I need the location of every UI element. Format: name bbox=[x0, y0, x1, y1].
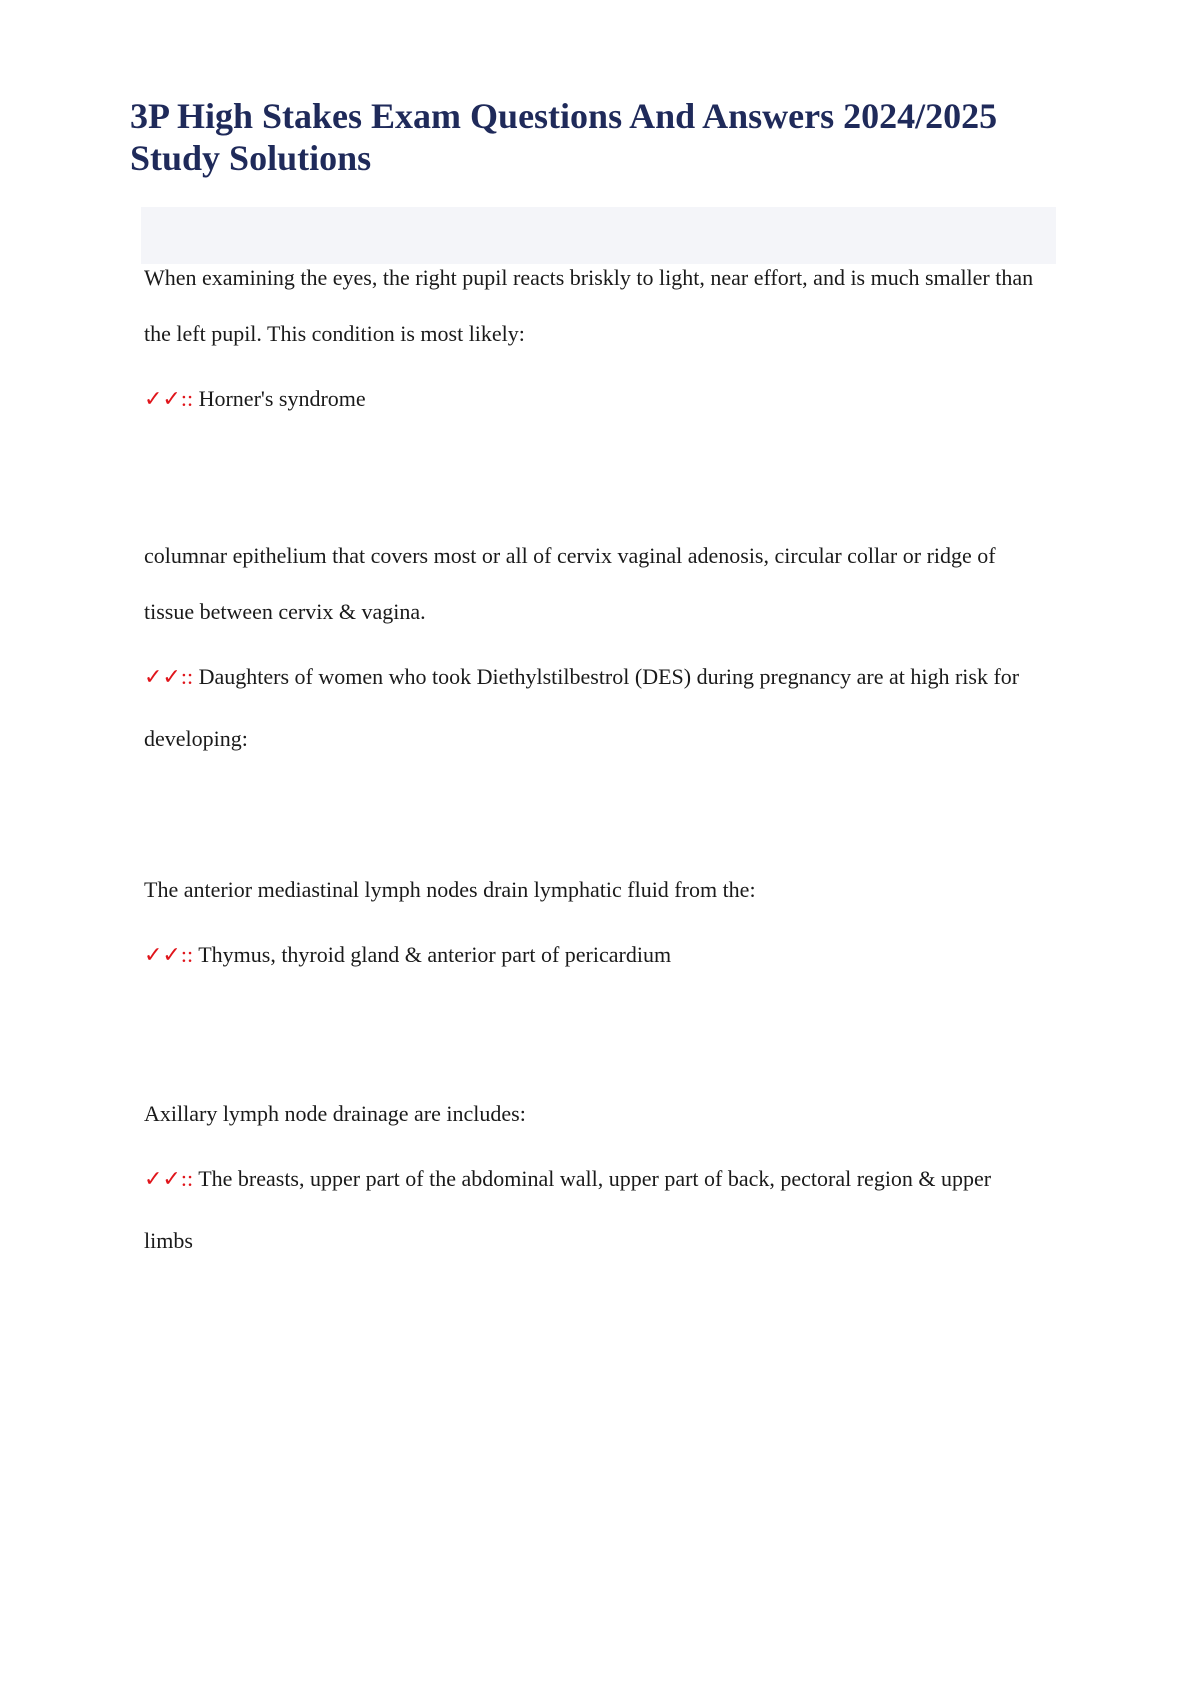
check-marker-icon: ✓✓:: bbox=[144, 386, 194, 411]
question-text: The anterior mediastinal lymph nodes drain lymphatic fluid from the: bbox=[144, 877, 756, 902]
qa-item-3 bbox=[144, 862, 1044, 986]
answer-line bbox=[144, 368, 1044, 430]
qa-item-1 bbox=[144, 250, 1044, 430]
check-marker-icon: ✓✓:: bbox=[144, 664, 194, 689]
answer-line bbox=[144, 646, 1044, 770]
answer-line bbox=[144, 924, 1044, 986]
answer-text: Horner's syndrome bbox=[198, 386, 366, 411]
answer-text: Daughters of women who took Diethylstilbestrol (DES) during pregnancy are at high risk for developing: bbox=[144, 664, 1020, 751]
question-text: When examining the eyes, the right pupil reacts briskly to light, near effort, and is much smaller than the left pupil. This condition is most likely: bbox=[144, 265, 1034, 346]
qa-item-4 bbox=[144, 1086, 1044, 1272]
question-text: Axillary lymph node drainage are includes: bbox=[144, 1101, 526, 1126]
answer-text: Thymus, thyroid gland & anterior part of pericardium bbox=[198, 942, 672, 967]
question-text: columnar epithelium that covers most or all of cervix vaginal adenosis, circular collar or ridge of tissue between cervix & vagina. bbox=[144, 543, 996, 624]
check-marker-icon: ✓✓:: bbox=[144, 942, 194, 967]
qa-item-2 bbox=[144, 528, 1044, 770]
answer-text: The breasts, upper part of the abdominal wall, upper part of back, pectoral region & upper limbs bbox=[144, 1166, 992, 1253]
page-title: 3P High Stakes Exam Questions And Answers 2024/2025 Study Solutions bbox=[130, 96, 998, 178]
answer-line bbox=[144, 1148, 1044, 1272]
check-marker-icon: ✓✓:: bbox=[144, 1166, 194, 1191]
